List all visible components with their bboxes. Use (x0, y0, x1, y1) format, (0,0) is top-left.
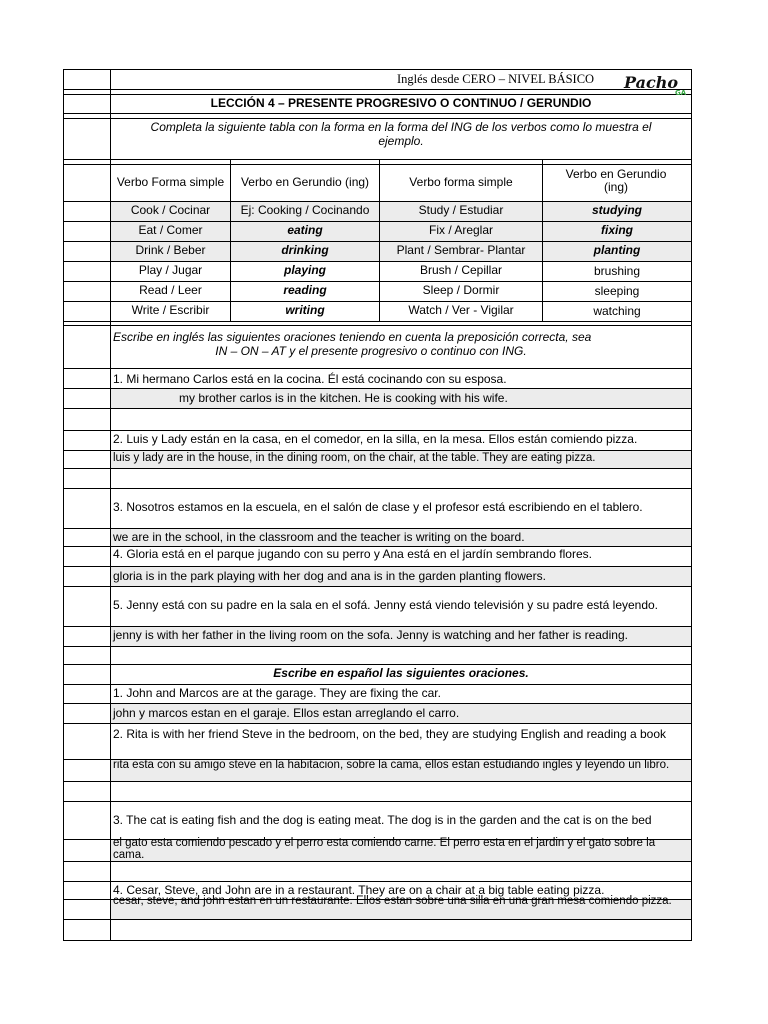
grid-line (63, 566, 692, 567)
exercise-prompt: 1. John and Marcos are at the garage. They are fixing the car. (113, 686, 441, 700)
exercise-answer: john y marcos estan en el garaje. Ellos estan arreglando el carro. (113, 706, 460, 720)
grid-line (63, 201, 692, 202)
grid-line (63, 488, 692, 489)
table-cell: Eat / Comer (138, 223, 203, 237)
course-title: Inglés desde CERO – NIVEL BÁSICO (397, 72, 595, 86)
exercise-prompt: 4. Cesar, Steve, and John are in a restaurant. They are on a chair at a big table eating pizza. (113, 883, 605, 897)
grid-line (63, 368, 692, 369)
grid-line (63, 159, 692, 160)
grid-line (63, 940, 692, 941)
table-cell: Study / Estudiar (418, 203, 504, 217)
table-cell-answer: playing (283, 263, 326, 277)
grid-line (63, 281, 692, 282)
table-cell: Sleep / Dormir (422, 283, 500, 297)
grid-line (63, 723, 692, 724)
table-cell-answer: reading (283, 283, 327, 297)
grid-line (63, 664, 692, 665)
grid-line (63, 626, 692, 627)
grid-line (63, 388, 692, 389)
exercise-prompt: 2. Luis y Lady están en la casa, en el comedor, en la silla, en la mesa. Ellos están comiendo pizza. (113, 432, 638, 446)
grid-line (63, 861, 692, 862)
logo-sub: GA (675, 89, 687, 97)
grid-line (63, 586, 692, 587)
instruction-section3: Escribe en español las siguientes oraciones. (273, 666, 529, 680)
table-cell: Cook / Cocinar (130, 203, 211, 217)
exercise-prompt: 5. Jenny está con su padre en la sala en el sofá. Jenny está viendo televisión y su padre está leyendo. (113, 598, 659, 612)
table-cell-answer: sleeping (594, 284, 640, 298)
table-cell-answer: planting (593, 243, 641, 257)
exercise-prompt: 3. The cat is eating fish and the dog is eating meat. The dog is in the garden and the cat is on the bed (113, 813, 652, 827)
grid-line (63, 881, 692, 882)
grid-line (63, 301, 692, 302)
exercise-answer: luis y lady are in the house, in the dining room, on the chair, at the table. They are eating pizza. (113, 452, 596, 464)
grid-line (63, 221, 692, 222)
exercise-prompt: 3. Nosotros estamos en la escuela, en el salón de clase y el profesor está escribiendo en el tablero. (113, 500, 643, 514)
lesson-title: LECCIÓN 4 – PRESENTE PROGRESIVO O CONTINUO / GERUNDIO (210, 96, 592, 110)
instruction-table-line2: ejemplo. (378, 134, 424, 148)
instruction-section2-line2: IN – ON – AT y el presente progresivo o continuo con ING. (215, 344, 527, 358)
grid-line (63, 781, 692, 782)
grid-line (63, 164, 692, 165)
table-cell: Plant / Sembrar- Plantar (396, 243, 526, 257)
table-header: Verbo forma simple (409, 175, 513, 189)
table-cell-answer: brushing (593, 264, 641, 278)
grid-line (63, 801, 692, 802)
grid-line (63, 919, 692, 920)
table-cell-answer: studying (592, 203, 642, 217)
grid-line (63, 430, 692, 431)
grid-line (63, 69, 692, 70)
table-cell-answer: watching (593, 304, 641, 318)
table-cell: Play / Jugar (138, 263, 203, 277)
grid-line (63, 113, 692, 114)
table-cell: Watch / Ver - Vigilar (408, 303, 514, 317)
instruction-table-line1: Completa la siguiente tabla con la forma en la forma del ING de los verbos como lo muestra el (150, 120, 652, 134)
grid-line (63, 261, 692, 262)
column-a-border (110, 69, 111, 941)
sheet-border-right (691, 69, 692, 941)
table-cell: Brush / Cepillar (419, 263, 503, 277)
grid-line (63, 89, 692, 90)
table-cell: Ej: Cooking / Cocinando (240, 203, 370, 217)
grid-line (63, 684, 692, 685)
instruction-section2-line1: Escribe en inglés las siguientes oraciones teniendo en cuenta la preposición correcta, sea (113, 330, 592, 344)
grid-line (63, 241, 692, 242)
grid-line (63, 321, 692, 322)
grid-line (63, 118, 692, 119)
grid-line (63, 703, 692, 704)
table-cell-answer: eating (287, 223, 323, 237)
grid-line (63, 408, 692, 409)
table-header: Verbo en Gerundio (ing) (565, 167, 667, 194)
exercise-answer: cesar, steve, and john estan en un restaurante. Ellos estan sobre una silla en una gran mesa comiendo pizza. (113, 895, 672, 907)
exercise-prompt: 4. Gloria está en el parque jugando con su perro y Ana está en el jardín sembrando flores. (113, 547, 592, 561)
exercise-answer: el gato esta comiendo pescado y el perro esta comiendo carne. El perro esta en el jardin y el gato sobre la cama. (113, 837, 656, 861)
grid-line (63, 528, 692, 529)
table-cell: Write / Escribir (131, 303, 210, 317)
grid-line (63, 468, 692, 469)
exercise-answer: we are in the school, in the classroom and the teacher is writing on the board. (113, 530, 525, 544)
table-cell-answer: drinking (281, 243, 329, 257)
table-header: Verbo en Gerundio (ing) (240, 175, 370, 189)
exercise-answer: my brother carlos is in the kitchen. He is cooking with his wife. (179, 391, 508, 405)
sheet-border-left (63, 69, 64, 941)
exercise-answer: rita esta con su amigo steve en la habitacion, sobre la cama, ellos estan estudiando ingles y leyendo un libro. (113, 759, 670, 771)
grid-line (63, 94, 692, 95)
grid-line (63, 646, 692, 647)
table-cell: Read / Leer (139, 283, 202, 297)
table-header: Verbo Forma simple (116, 175, 225, 189)
table-cell-answer: fixing (601, 223, 633, 237)
pacho-logo (622, 71, 690, 97)
table-cell: Drink / Beber (135, 243, 206, 257)
table-cell: Fix / Areglar (428, 223, 494, 237)
grid-line (63, 325, 692, 326)
grid-line (63, 450, 692, 451)
exercise-answer: gloria is in the park playing with her dog and ana is in the garden planting flowers. (113, 569, 546, 583)
table-cell-answer: writing (285, 303, 325, 317)
logo-text: Pacho (624, 73, 679, 92)
exercise-prompt: 1. Mi hermano Carlos está en la cocina. Él está cocinando con su esposa. (113, 372, 507, 386)
exercise-answer: jenny is with her father in the living room on the sofa. Jenny is watching and her father is reading. (113, 628, 628, 642)
worksheet (63, 69, 692, 941)
exercise-prompt: 2. Rita is with her friend Steve in the bedroom, on the bed, they are studying English and reading a book (113, 727, 667, 741)
